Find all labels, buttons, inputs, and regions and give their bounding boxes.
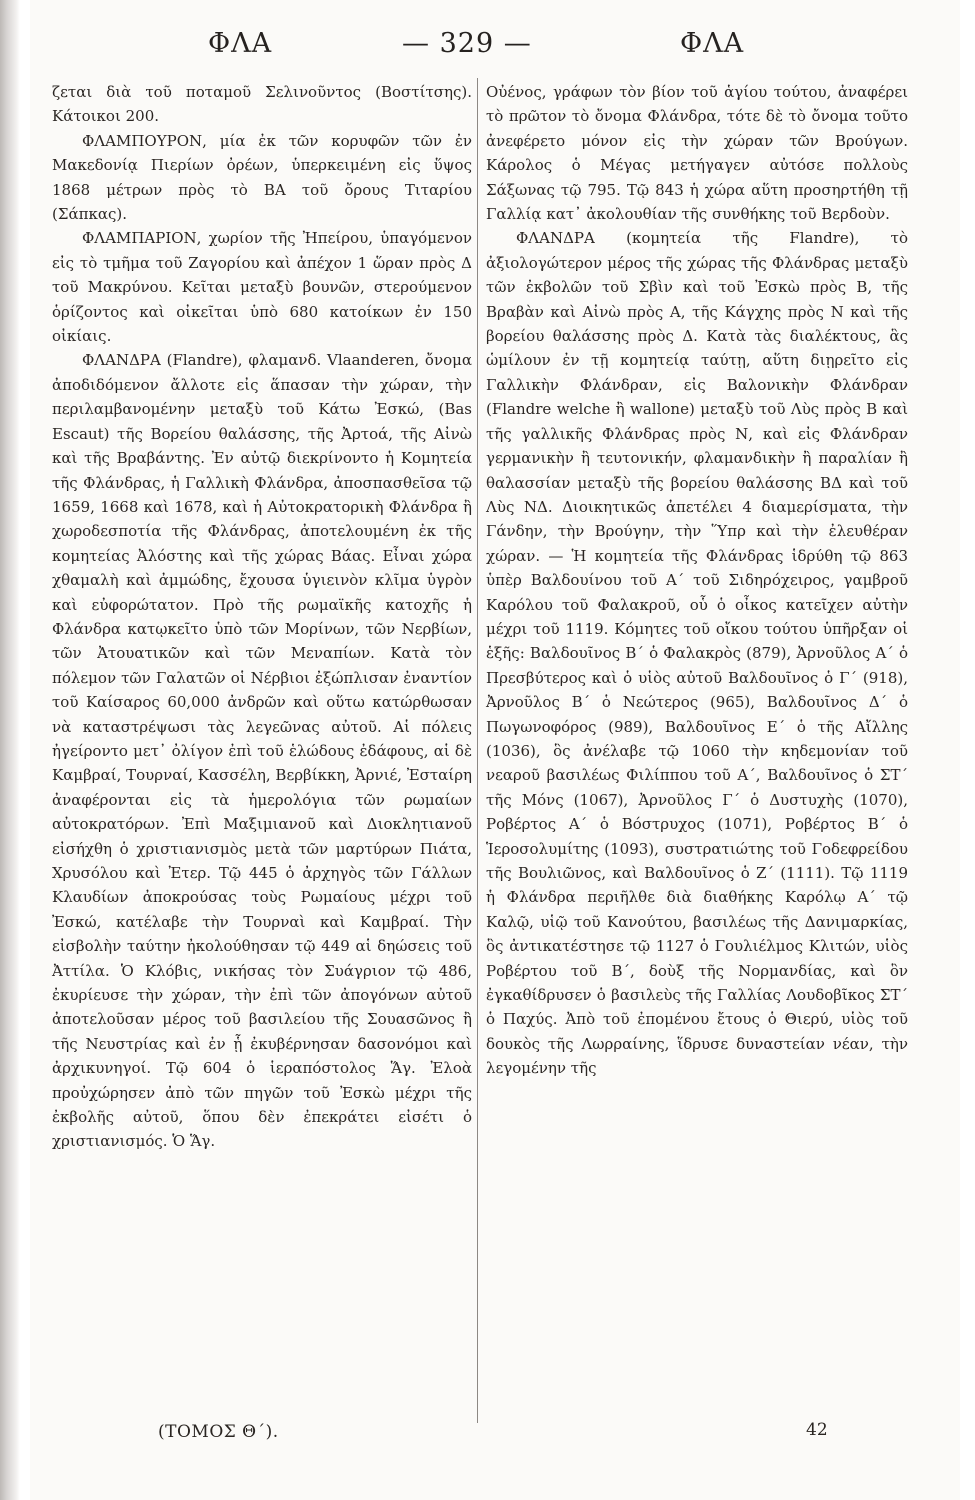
right-column bbox=[486, 80, 908, 1081]
entry-flandra: ΦΛΑΝΔΡΑ (Flandre), φλαμανδ. Vlaanderen, ὄνομα ἀποδιδόμενον ἄλλοτε εἰς ἅπασαν τὴν χώραν, τὴν περιλαμβανομένην μεταξὺ τοῦ Κάτω Ἐσκώ, (Bas Escaut) τῆς Βορείου θαλάσσης, τῆς Ἀρτοά, τῆς Αἰνὼ καὶ τῆς Βραβάντης. Ἐν αὐτῷ διεκρίνοντο ἡ Κομητεία τῆς Φλάνδρας, ἡ Γαλλικὴ Φλάνδρα, ἀποσπασθεῖσα τῷ 1659, 1668 καὶ 1678, καὶ ἡ Αὐτοκρατορικὴ Φλάνδρα ἢ χωροδεσποτία τῆς Φλάνδρας, ἀποτελουμένη ἐκ τῆς κομητείας Ἀλόστης καὶ τῆς χώρας Βάας. Εἶναι χώρα χθαμαλὴ καὶ ἀμμώδης, ἔχουσα ὑγιεινὸν κλῖμα ὑγρὸν καὶ εὐφορώτατον. Πρὸ τῆς ρωμαϊκῆς κατοχῆς ἡ Φλάνδρα κατῳκεῖτο ὑπὸ τῶν Μορίνων, τῶν Νερβίων, τῶν Ἀτουατικῶν καὶ τῶν Μεναπίων. Κατὰ τὸν πόλεμον τῶν Γαλατῶν οἱ Νέρβιοι ἐξώπλισαν ἐναντίον τοῦ Καίσαρος 60,000 ἀνδρῶν καὶ οὕτω κατώρθωσαν νὰ καταστρέψωσι τὰς λεγεῶνας αὐτοῦ. Αἱ πόλεις ἠγείροντο μετ᾽ ὀλίγον ἐπὶ τοῦ ἑλώδους ἐδάφους, αἱ δὲ Καμβραί, Τουρναί, Κασσέλη, Βερβίκκη, Ἀρνιέ, Ἐσταίρη ἀναφέρονται εἰς τὰ ἡμερολόγια τῶν ρωμαίων αὐτοκρατόρων. Ἐπὶ Μαξιμιανοῦ καὶ Διοκλητιανοῦ εἰσήχθη ὁ χριστιανισμὸς μετὰ τῶν μαρτύρων Πιάτα, Χρυσόλου καὶ Ἐτερ. Τῷ 445 ὁ ἀρχηγὸς τῶν Γάλλων Κλαυδίων ἀποκρούσας τοὺς Ρωμαίους μέχρι τοῦ Ἐσκώ, κατέλαβε τὴν Τουρναὶ καὶ Καμβραί. Τὴν εἰσβολὴν ταύτην ἠκολούθησαν τῷ 449 αἱ δηώσεις τοῦ Ἀττίλα. Ὁ Κλόβις, νικήσας τὸν Συάγριον τῷ 486, ἐκυρίευσε τὴν χώραν, τὴν ἐπὶ τῶν ἀπογόνων αὐτοῦ ἀποτελοῦσαν μέρος τοῦ βασιλείου τῆς Σουασῶνος ἢ τῆς Νευστρίας καὶ ἐν ᾗ ἐκυβέρνησαν δασονόμοι καὶ ἀρχικυνηγοί. Τῷ 604 ὁ ἱεραπόστολος Ἅγ. Ἐλοὰ προὐχώρησεν ἀπὸ τῶν πηγῶν τοῦ Ἐσκὼ μέχρι τῆς ἐκβολῆς αὐτοῦ, ὅπου δὲν ἐπεκράτει εἰσέτι ὁ χριστιανισμός. Ὁ Ἅγ. bbox=[52, 351, 472, 1151]
entry-flamparion: ΦΛΑΜΠΑΡΙΟΝ, χωρίον τῆς Ἠπείρου, ὑπαγόμενον εἰς τὸ τμῆμα τοῦ Ζαγορίου καὶ ἀπέχον 1 ὥραν πρὸς Δ τοῦ Μακρύνου. Κεῖται μεταξὺ βουνῶν, στερούμενον ὁρίζοντος καὶ οἰκεῖται ὑπὸ 680 κατοίκων ἐν 150 οἰκίαις. bbox=[52, 229, 472, 346]
left-column bbox=[52, 80, 472, 1154]
dictionary-page bbox=[30, 0, 960, 1500]
header-right-guide-word: ΦΛΑ bbox=[680, 28, 745, 59]
page-number: — 329 — bbox=[402, 28, 532, 59]
entry-flampouron: ΦΛΑΜΠΟΥΡΟΝ, μία ἐκ τῶν κορυφῶν τῶν ἐν Μακεδονίᾳ Πιερίων ὀρέων, ὑπερκειμένη εἰς ὕψος 1868 μέτρων πρὸς τὸ ΒΑ τοῦ ὄρους Τιταρίου (Σάπκας). bbox=[52, 131, 472, 224]
signature-mark: 42 bbox=[806, 1420, 828, 1440]
header-left-guide-word: ΦΛΑ bbox=[208, 28, 273, 59]
entry-continuation: ζεται διὰ τοῦ ποταμοῦ Σελινοῦντος (Βοστίτσης). Κάτοικοι 200. bbox=[52, 83, 472, 126]
entry-flandra-county: ΦΛΑΝΔΡΑ (κομητεία τῆς Flandre), τὸ ἀξιολογώτερον μέρος τῆς χώρας τῆς Φλάνδρας μεταξὺ τῶν ἐκβολῶν τοῦ Σβὶν καὶ τοῦ Ἐσκὼ πρὸς Β, τῆς Βραβὰν καὶ Αἰνὼ πρὸς Α, τῆς Κάγχης πρὸς Ν καὶ τῆς βορείου θαλάσσης πρὸς Δ. Κατὰ τὰς διαλέκτους, ἃς ὡμίλουν ἐν τῇ κομητείᾳ ταύτῃ, αὕτη διῃρεῖτο εἰς Γαλλικὴν Φλάνδραν, εἰς Βαλονικὴν Φλάνδραν (Flandre welche ἢ wallone) μεταξὺ τοῦ Λὺς πρὸς Β καὶ τῆς γαλλικῆς Φλάνδρας πρὸς Ν, καὶ εἰς Φλάνδραν γερμανικὴν ἢ τευτονικήν, φλαμανδικὴν ἢ παραλίαν ἢ θαλασσίαν μεταξὺ τῆς βορείου θαλάσσης ΒΔ καὶ τοῦ Λὺς ΝΔ. Διοικητικῶς ἀπετέλει 4 διαμερίσματα, τὴν Γάνδην, τὴν Βρούγην, τὴν Ὕπρ καὶ τὴν ἐλευθέραν χώραν. — Ἡ κομητεία τῆς Φλάνδρας ἱδρύθη τῷ 863 ὑπὲρ Βαλδουίνου τοῦ Α΄ τοῦ Σιδηρόχειρος, γαμβροῦ Καρόλου τοῦ Φαλακροῦ, οὗ ὁ οἶκος κατεῖχεν αὐτὴν μέχρι τοῦ 1119. Κόμητες τοῦ οἴκου τούτου ὑπῆρξαν οἱ ἑξῆς: Βαλδουῖνος Β΄ ὁ Φαλακρὸς (879), Ἀρνοῦλος Α΄ ὁ Πρεσβύτερος καὶ ὁ υἱὸς αὐτοῦ Βαλδουῖνος ὁ Γ΄ (918), Ἀρνοῦλος Β΄ ὁ Νεώτερος (965), Βαλδουῖνος Δ΄ ὁ Πωγωνοφόρος (989), Βαλδουῖνος Ε΄ ὁ τῆς Αἴλλης (1036), ὃς ἀνέλαβε τῷ 1060 τὴν κηδεμονίαν τοῦ νεαροῦ βασιλέως Φιλίππου τοῦ Α΄, Βαλδουῖνος ὁ ΣΤ΄ τῆς Μόνς (1067), Ἀρνοῦλος Γ΄ ὁ Δυστυχὴς (1070), Ροβέρτος Α΄ ὁ Βόστρυχος (1071), Ροβέρτος Β΄ ὁ Ἱεροσολυμίτης (1093), συστρατιώτης τοῦ Γοδεφρείδου τῆς Βουλιῶνος, καὶ Βαλδουῖνος ὁ Ζ΄ (1111). Τῷ 1119 ἡ Φλάνδρα περιῆλθε διὰ διαθήκης Καρόλῳ Α΄ τῷ Καλῷ, υἱῷ τοῦ Κανούτου, βασιλέως τῆς Δανιμαρκίας, ὃς ἀντικατέστησε τῷ 1127 ὁ Γουλιέλμος Κλιτών, υἱὸς Ροβέρτου τοῦ Β΄, δοὺξ τῆς Νορμανδίας, καὶ ὃν ἐγκαθίδρυσεν ὁ βασιλεὺς τῆς Γαλλίας Λουδοβῖκος ΣΤ΄ ὁ Παχύς. Ἀπὸ τοῦ ἐπομένου ἔτους ὁ Θιερύ, υἱὸς τοῦ δουκὸς τῆς Λωρραίνης, ἵδρυσε δυναστείαν νέαν, τὴν λεγομένην τῆς bbox=[486, 229, 908, 1078]
volume-label: (ΤΟΜΟΣ Θ΄). bbox=[158, 1422, 279, 1442]
entry-flandra-continuation: Οὐένος, γράφων τὸν βίον τοῦ ἁγίου τούτου, ἀναφέρει τὸ πρῶτον τὸ ὄνομα Φλάνδρα, τότε δὲ τὸ ὄνομα τοῦτο ἀνεφέρετο μόνον εἰς τὴν χώραν τῶν Βρούγων. Κάρολος ὁ Μέγας μετήγαγεν αὐτόσε πολλοὺς Σάξωνας τῷ 795. Τῷ 843 ἡ χώρα αὕτη προσηρτήθη τῇ Γαλλίᾳ κατ᾽ ἀκολουθίαν τῆς συνθήκης τοῦ Βερδοὺν. bbox=[486, 83, 908, 224]
scan-edge bbox=[0, 0, 20, 1500]
running-head bbox=[30, 28, 960, 68]
column-divider bbox=[477, 78, 478, 1423]
